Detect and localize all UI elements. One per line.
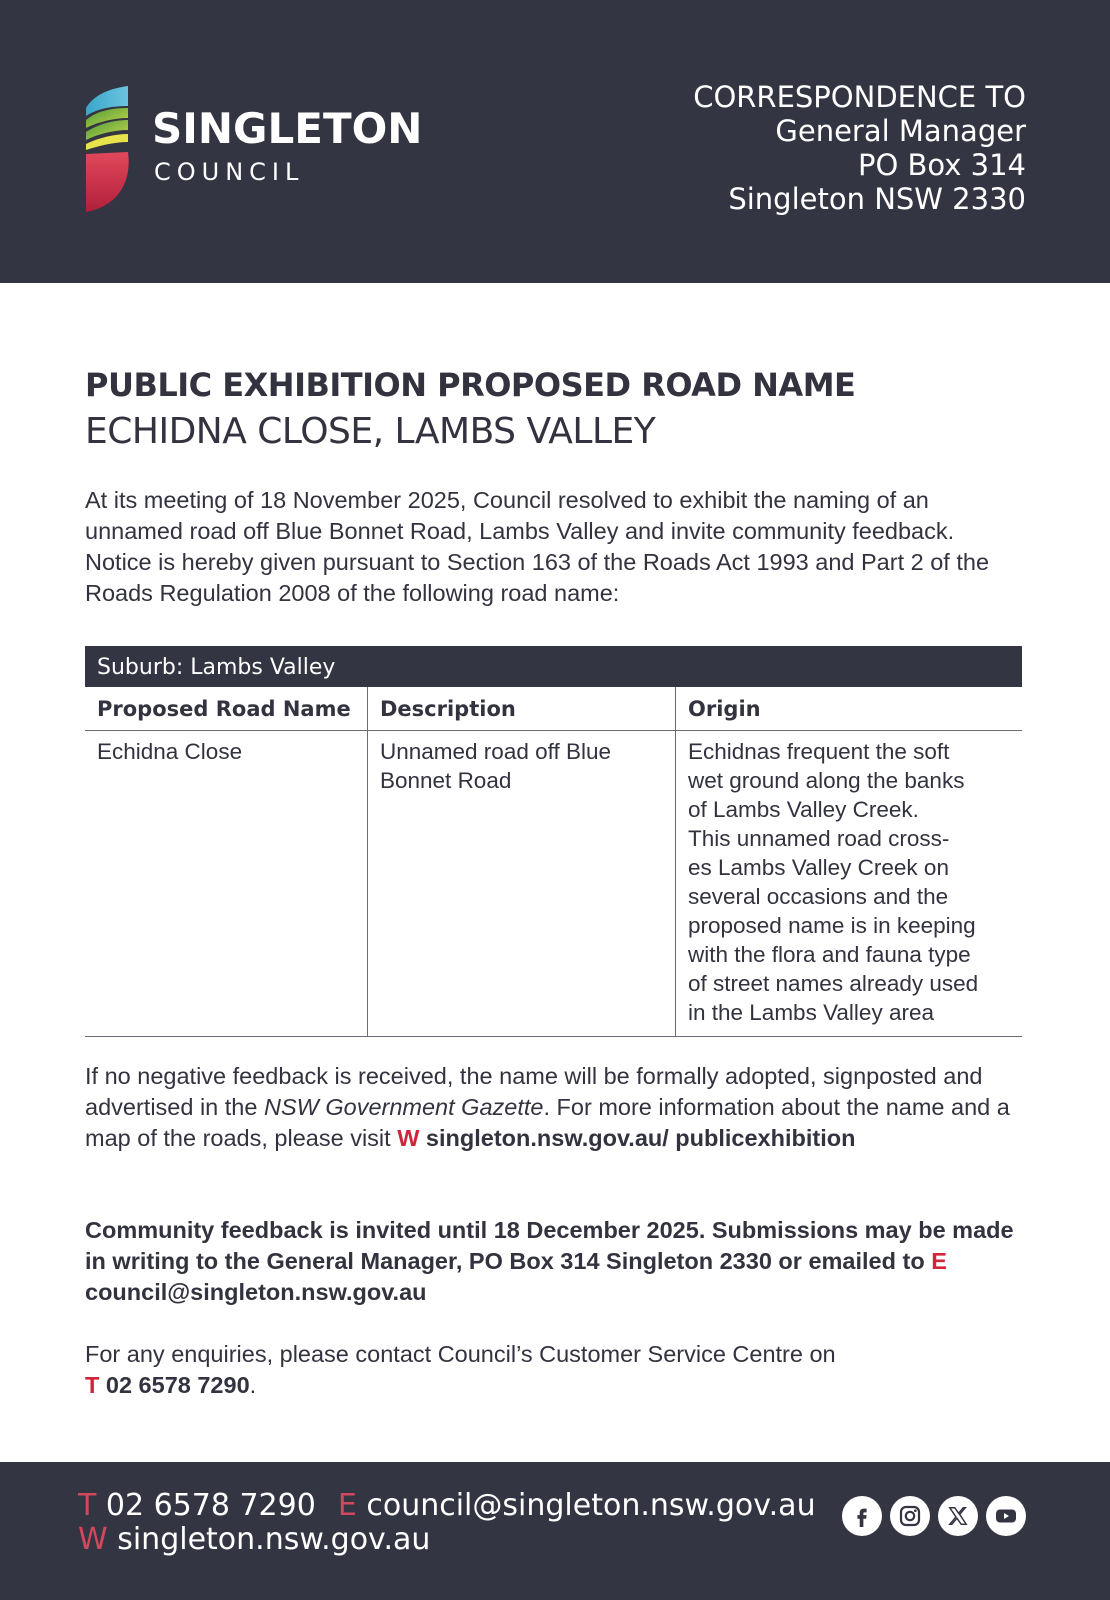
cell-line: es Lambs Valley Creek on	[688, 855, 949, 880]
table-row	[85, 731, 1022, 1037]
feedback-text: If no negative feedback is received, the name will be formally adopted, signposted and advertised in the	[85, 1063, 983, 1120]
footer-website[interactable]: singleton.nsw.gov.au	[117, 1522, 431, 1557]
youtube-icon[interactable]	[986, 1496, 1026, 1536]
logo-subtitle: COUNCIL	[154, 158, 305, 186]
email-link[interactable]: council@singleton.nsw.gov.au	[85, 1279, 427, 1305]
feedback-paragraph	[85, 1061, 1025, 1154]
cell-line: of Lambs Valley Creek.	[688, 797, 919, 822]
facebook-icon[interactable]	[842, 1496, 882, 1536]
phone-link[interactable]: 02 6578 7290	[105, 1372, 250, 1398]
footer-banner	[0, 1462, 1110, 1600]
gazette-title: NSW Government Gazette	[263, 1094, 544, 1120]
correspondence-line: General Manager	[775, 114, 1026, 148]
table-suburb-header: Suburb: Lambs Valley	[85, 646, 1022, 687]
cell-road-name	[85, 731, 367, 1036]
cell-description	[367, 731, 675, 1036]
correspondence-heading: CORRESPONDENCE TO	[693, 80, 1026, 114]
invite-text: Community feedback is invited until 18 December 2025. Submissions may be made in writing to the General Manager, PO Box 314 Singleton 2330 or emailed to	[85, 1217, 1014, 1274]
web-label: W	[397, 1125, 420, 1151]
column-header: Proposed Road Name	[97, 697, 351, 721]
road-name-table	[85, 646, 1022, 1037]
enquiry-paragraph	[85, 1339, 1025, 1401]
phone-label: T	[85, 1372, 100, 1398]
cell-line: wet ground along the banks	[688, 768, 965, 793]
notice-title: PUBLIC EXHIBITION PROPOSED ROAD NAME	[85, 366, 856, 404]
footer-email[interactable]: council@singleton.nsw.gov.au	[366, 1488, 816, 1523]
cell-line: This unnamed road cross-	[688, 826, 950, 851]
cell-line: Echidna Close	[97, 739, 243, 764]
cell-line: in the Lambs Valley area	[688, 1000, 934, 1025]
exhibition-link[interactable]: singleton.nsw.gov.au/ publicexhibition	[425, 1125, 856, 1151]
singleton-council-logo[interactable]	[84, 84, 424, 214]
correspondence-line: Singleton NSW 2330	[728, 182, 1026, 216]
cell-line: proposed name is in keeping	[688, 913, 976, 938]
column-header: Description	[367, 687, 675, 730]
feedback-text: . For more information about the name and a map of the roads, please visit	[85, 1094, 1010, 1151]
notice-subtitle: ECHIDNA CLOSE, LAMBS VALLEY	[85, 411, 656, 452]
enquiry-end: .	[249, 1372, 257, 1398]
logo-wordmark: SINGLETON	[152, 104, 423, 153]
cell-line: Bonnet Road	[380, 768, 512, 793]
intro-paragraph: At its meeting of 18 November 2025, Council resolved to exhibit the naming of an unnamed road off Blue Bonnet Road, Lambs Valley and invite community feedback. Notice is hereby given pursuant to Section 163 of the Roads Act 1993 and Part 2 of the Roads Regulation 2008 of the following road name:	[85, 487, 990, 606]
cell-line: of street names already used	[688, 971, 979, 996]
email-label: E	[931, 1248, 947, 1274]
enquiry-text: For any enquiries, please contact Council’s Customer Service Centre on	[85, 1341, 836, 1367]
council-logo-mark-icon	[84, 86, 132, 212]
footer-phone[interactable]: 02 6578 7290	[105, 1488, 316, 1523]
correspondence-block	[606, 80, 1026, 216]
footer-web-label: W	[78, 1522, 108, 1557]
cell-line: Unnamed road off Blue	[380, 739, 611, 764]
footer-web-line	[78, 1522, 430, 1557]
x-icon[interactable]	[938, 1496, 978, 1536]
invite-paragraph	[85, 1215, 1025, 1308]
cell-line: Echidnas frequent the soft	[688, 739, 950, 764]
social-links	[842, 1496, 1026, 1536]
cell-line: with the flora and fauna type	[688, 942, 971, 967]
footer-contact-line	[78, 1488, 816, 1523]
table-header-row	[85, 687, 1022, 731]
instagram-icon[interactable]	[890, 1496, 930, 1536]
footer-phone-label: T	[78, 1488, 97, 1523]
cell-origin	[675, 731, 1022, 1036]
footer-email-label: E	[337, 1488, 357, 1523]
cell-line: several occasions and the	[688, 884, 949, 909]
header-banner	[0, 0, 1110, 283]
correspondence-line: PO Box 314	[857, 148, 1026, 182]
column-header: Origin	[675, 687, 1022, 730]
